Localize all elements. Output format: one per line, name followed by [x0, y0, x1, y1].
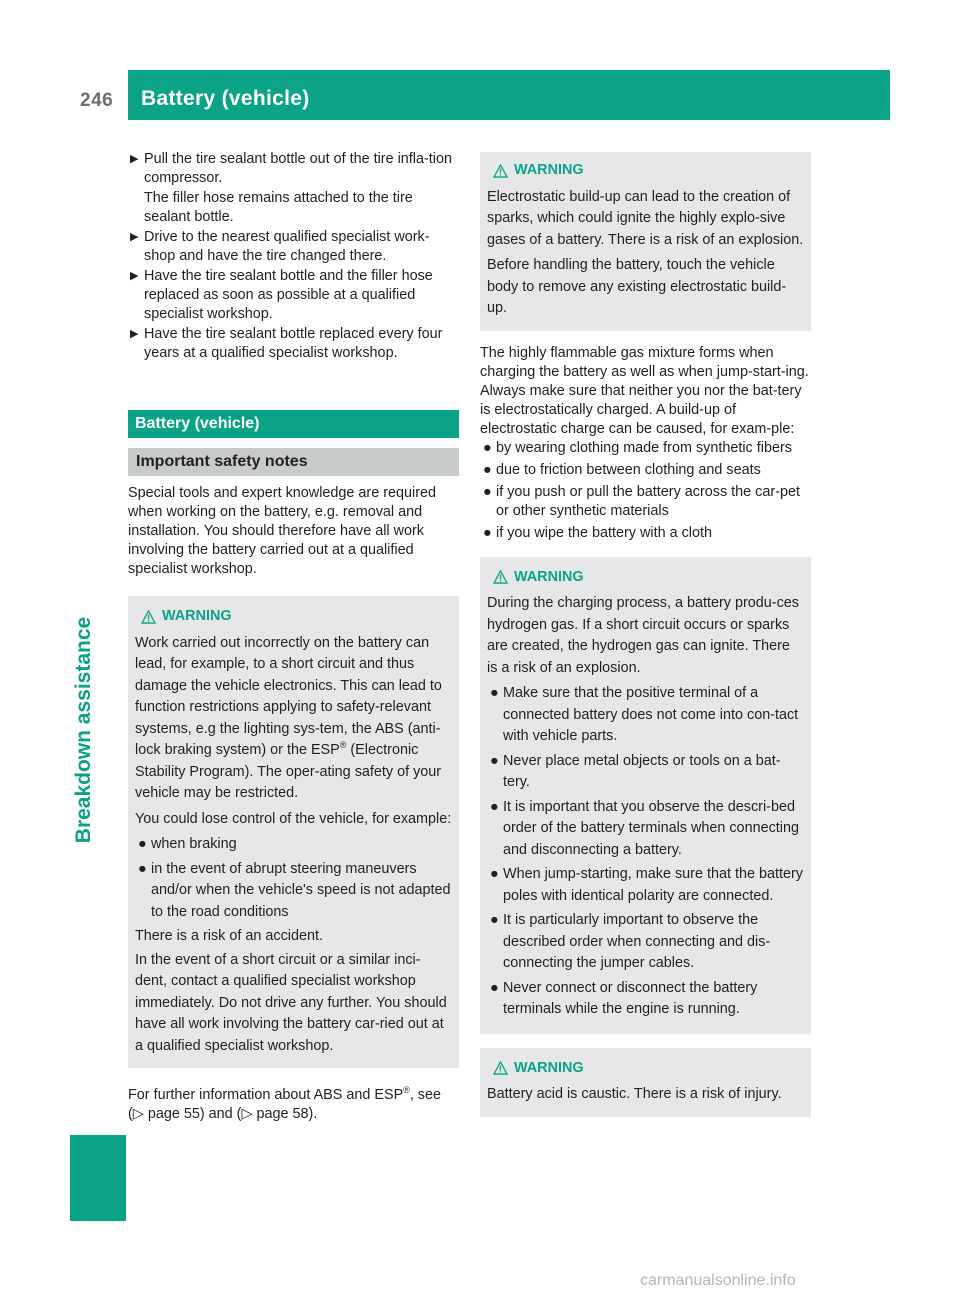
paragraph: Always make sure that neither you nor the bat-tery is electrostatically charged. A build-up of electrostatic charge can be caused, for exam-ple: [480, 382, 802, 437]
list-item: ● if you push or pull the battery across the car-pet or other synthetic materials [483, 483, 800, 519]
list-item: ● in the event of abrupt steering maneuvers and/or when the vehicle's speed is not adapted to the road conditions [138, 860, 451, 920]
warning-header [487, 160, 804, 182]
step-item [128, 228, 459, 266]
list-item: ● when braking [135, 834, 452, 856]
bullet-icon: ● [138, 860, 147, 877]
step-text: Have the tire sealant bottle replaced every four years at a qualified specialist workshop. [144, 326, 443, 361]
warning-box [480, 1048, 811, 1117]
warning-header [487, 1058, 804, 1080]
bullet-icon: ● [483, 461, 492, 478]
list-item: ● When jump-starting, make sure that the battery poles with identical polarity are connected. [490, 866, 803, 904]
list-item: ● Never place metal objects or tools on a bat-tery. [490, 752, 781, 790]
bullet-icon: ● [490, 979, 499, 996]
warning-title: WARNING [514, 1059, 584, 1076]
warning-paragraph: Battery acid is caustic. There is a risk of injury. [487, 1086, 782, 1102]
page-number: 246 [80, 90, 114, 111]
warning-paragraph: Electrostatic build-up can lead to the creation of sparks, which could ignite the highly explo-sive gases of a battery. There is a risk of an explosion. [487, 188, 804, 248]
arrow-right-icon: ▶ [130, 153, 139, 165]
step-text: Drive to the nearest qualified specialist work-shop and have the tire changed there. [144, 229, 430, 264]
bullet-icon: ● [490, 912, 499, 928]
warning-title: WARNING [162, 608, 232, 624]
step-note: The filler hose remains attached to the tire sealant bottle. [144, 190, 413, 225]
warning-box [128, 596, 459, 1068]
warning-paragraph: There is a risk of an accident. [135, 928, 323, 944]
side-tab-label: Breakdown assistance [72, 616, 95, 844]
list-item: ● if you wipe the battery with a cloth [483, 524, 712, 541]
bullet-icon: ● [490, 798, 499, 815]
warning-header [487, 567, 804, 589]
warning-header [135, 606, 452, 628]
further-info: For further information about ABS and ESP®, see (▷ page 55) and (▷ page 58). [128, 1085, 442, 1122]
bullet-icon: ● [483, 483, 492, 500]
bullet-icon: ● [490, 866, 499, 882]
arrow-right-icon: ▶ [130, 328, 139, 340]
bullet-icon: ● [490, 752, 499, 769]
warning-triangle-icon [493, 570, 508, 584]
side-tab-block [70, 1135, 126, 1221]
right-column [480, 152, 811, 1117]
list-item: ● It is particularly important to observe the described order when connecting and dis-connecting the jumper cables. [490, 912, 771, 971]
warning-paragraph: In the event of a short circuit or a similar inci-dent, contact a qualified specialist workshop immediately. Do not drive any further. You should have all work involving the battery car-ried out at a qualified specialist workshop. [135, 951, 447, 1054]
warning-paragraph: Work carried out incorrectly on the battery can lead, for example, to a short circuit and thus damage the vehicle electronics. This can lead to function restrictions applying to safety-relevant systems, e.g the lighting sys-tem, the ABS (anti-lock braking system) or the ESP® (Electronic Stability Program). The oper-ating safety of your vehicle may be restricted. [135, 634, 442, 801]
arrow-right-icon: ▶ [130, 270, 139, 282]
section-heading: Battery (vehicle) [128, 410, 459, 438]
warning-title: WARNING [514, 162, 584, 178]
warning-triangle-icon [493, 164, 508, 178]
list-item: ● by wearing clothing made from synthetic fibers [483, 439, 792, 456]
bullet-icon: ● [483, 524, 492, 541]
step-text: Pull the tire sealant bottle out of the tire infla-tion compressor. [144, 151, 452, 186]
list-item: ● due to friction between clothing and seats [483, 461, 761, 478]
page-title: Battery (vehicle) [141, 87, 310, 110]
warning-triangle-icon [493, 1061, 508, 1075]
warning-title: WARNING [514, 568, 584, 585]
left-column [128, 150, 459, 1124]
warning-triangle-icon [141, 610, 156, 624]
watermark: carmanualsonline.info [640, 1272, 796, 1289]
subsection-heading: Important safety notes [128, 448, 459, 476]
bullet-icon: ● [138, 836, 147, 852]
list-item: ● It is important that you observe the descri-bed order of the battery terminals when connecting and disconnecting a battery. [490, 798, 799, 858]
paragraph: The highly flammable gas mixture forms when charging the battery as well as when jump-start-ing. [480, 344, 809, 380]
warning-paragraph: Before handling the battery, touch the vehicle body to remove any existing electrostatic build-up. [487, 257, 787, 316]
step-text: Have the tire sealant bottle and the filler hose replaced as soon as possible at a qualified specialist workshop. [144, 268, 433, 322]
intro-paragraph: Special tools and expert knowledge are required when working on the battery, e.g. removal and installation. You should therefore have all work involving the battery carried out at a qualified specialist workshop. [128, 485, 436, 577]
list-item: ● Make sure that the positive terminal of a connected battery does not come into con-tact with vehicle parts. [490, 685, 799, 744]
warning-box [480, 557, 811, 1034]
step-item [128, 325, 459, 363]
list-item: ● Never connect or disconnect the battery terminals while the engine is running. [490, 979, 758, 1017]
step-item [128, 150, 459, 188]
bullet-icon: ● [490, 685, 499, 701]
bullet-icon: ● [483, 439, 492, 456]
arrow-right-icon: ▶ [130, 231, 139, 243]
warning-paragraph: During the charging process, a battery produ-ces hydrogen gas. If a short circuit occurs or sparks are created, the hydrogen gas can ignite. There is a risk of an explosion. [487, 595, 799, 676]
warning-box [480, 152, 811, 331]
step-item [128, 267, 459, 324]
warning-paragraph: You could lose control of the vehicle, for example: [135, 810, 452, 827]
